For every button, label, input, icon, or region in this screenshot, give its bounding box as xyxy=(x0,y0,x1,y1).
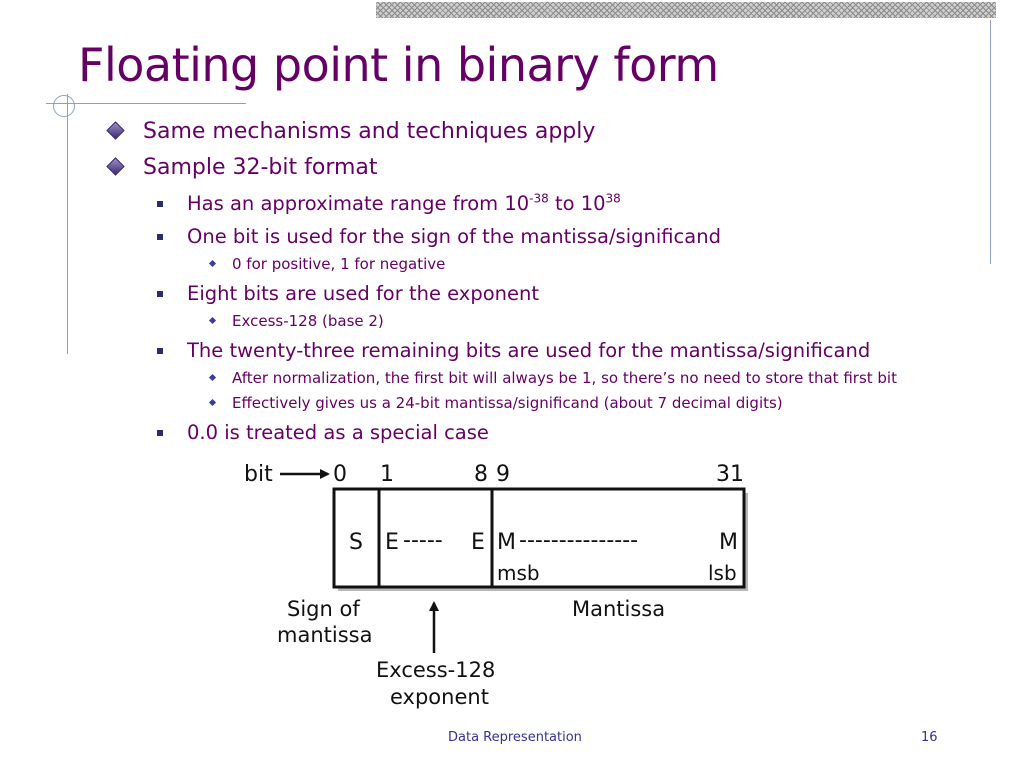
detail-bullet-item xyxy=(232,255,445,273)
sub-bullet-item xyxy=(187,225,721,248)
sub-bullet-item xyxy=(187,282,539,305)
square-bullet-icon xyxy=(157,430,163,436)
field-m-end: M xyxy=(719,530,738,555)
bit-layout-diagram xyxy=(230,455,770,715)
detail-bullet-item xyxy=(232,394,783,412)
bit-position-1: 1 xyxy=(380,462,394,487)
right-vertical-rule xyxy=(990,20,991,264)
field-e-end: E xyxy=(471,530,485,555)
range-text: Has an approximate range from 10 xyxy=(187,192,530,215)
detail-text: Excess-128 (base 2) xyxy=(232,312,384,330)
bit-position-31: 31 xyxy=(716,462,744,487)
footer-title: Data Representation xyxy=(448,730,582,745)
small-diamond-bullet-icon xyxy=(209,317,216,324)
square-bullet-icon xyxy=(157,348,163,354)
field-e-start: E xyxy=(385,530,399,555)
bit-position-8: 8 xyxy=(474,462,488,487)
sign-label-line2: mantissa xyxy=(277,623,373,647)
sub-bullet-item xyxy=(187,421,489,444)
exponent-label-line1: Excess-128 xyxy=(376,658,496,682)
field-m-dashes: --------------- xyxy=(519,528,639,553)
exponent-label-line2: exponent xyxy=(390,685,489,709)
left-vertical-rule xyxy=(67,94,68,354)
slide-title: Floating point in binary form xyxy=(78,38,719,92)
range-exponent-high: 38 xyxy=(605,191,621,206)
bullet-text: Same mechanisms and techniques apply xyxy=(143,119,596,144)
diamond-bullet-icon xyxy=(106,121,124,139)
sub-bullet-text: The twenty-three remaining bits are used for the mantissa/significand xyxy=(187,339,871,362)
small-diamond-bullet-icon xyxy=(209,260,216,267)
sign-label-line1: Sign of xyxy=(287,597,360,621)
detail-text: After normalization, the first bit will always be 1, so there’s no need to store that first bit xyxy=(232,369,897,387)
detail-text: Effectively gives us a 24-bit mantissa/significand (about 7 decimal digits) xyxy=(232,394,783,412)
range-exponent-low: -38 xyxy=(529,191,549,206)
small-diamond-bullet-icon xyxy=(209,399,216,406)
sub-bullet-item xyxy=(187,339,870,362)
mantissa-label: Mantissa xyxy=(572,597,666,621)
bit-position-9: 9 xyxy=(496,462,510,487)
lsb-label: lsb xyxy=(708,561,737,585)
bullet-item xyxy=(143,155,378,180)
square-bullet-icon xyxy=(157,291,163,297)
sub-bullet-text: One bit is used for the sign of the mantissa/significand xyxy=(187,225,721,248)
bullet-item xyxy=(143,119,595,144)
diamond-bullet-icon xyxy=(106,157,124,175)
detail-bullet-item xyxy=(232,369,897,387)
detail-text: 0 for positive, 1 for negative xyxy=(232,255,446,273)
square-bullet-icon xyxy=(157,201,163,207)
page-number: 16 xyxy=(921,730,938,745)
header-texture-bar xyxy=(376,2,996,18)
field-s: S xyxy=(349,530,363,555)
range-text-mid: to 10 xyxy=(548,192,606,215)
msb-label: msb xyxy=(497,561,540,585)
sub-bullet-text: 0.0 is treated as a special case xyxy=(187,421,489,444)
detail-bullet-item xyxy=(232,312,384,330)
sub-bullet-text: Eight bits are used for the exponent xyxy=(187,282,540,305)
small-diamond-bullet-icon xyxy=(209,374,216,381)
sub-bullet-item xyxy=(187,192,621,215)
bit-position-0: 0 xyxy=(333,462,347,487)
field-e-dashes: ----- xyxy=(403,528,443,553)
crosshair-ornament xyxy=(53,95,75,117)
field-m-start: M xyxy=(497,530,516,555)
title-underline-rule xyxy=(46,103,246,104)
bit-label: bit xyxy=(244,462,273,487)
square-bullet-icon xyxy=(157,234,163,240)
bullet-text: Sample 32-bit format xyxy=(143,155,378,180)
